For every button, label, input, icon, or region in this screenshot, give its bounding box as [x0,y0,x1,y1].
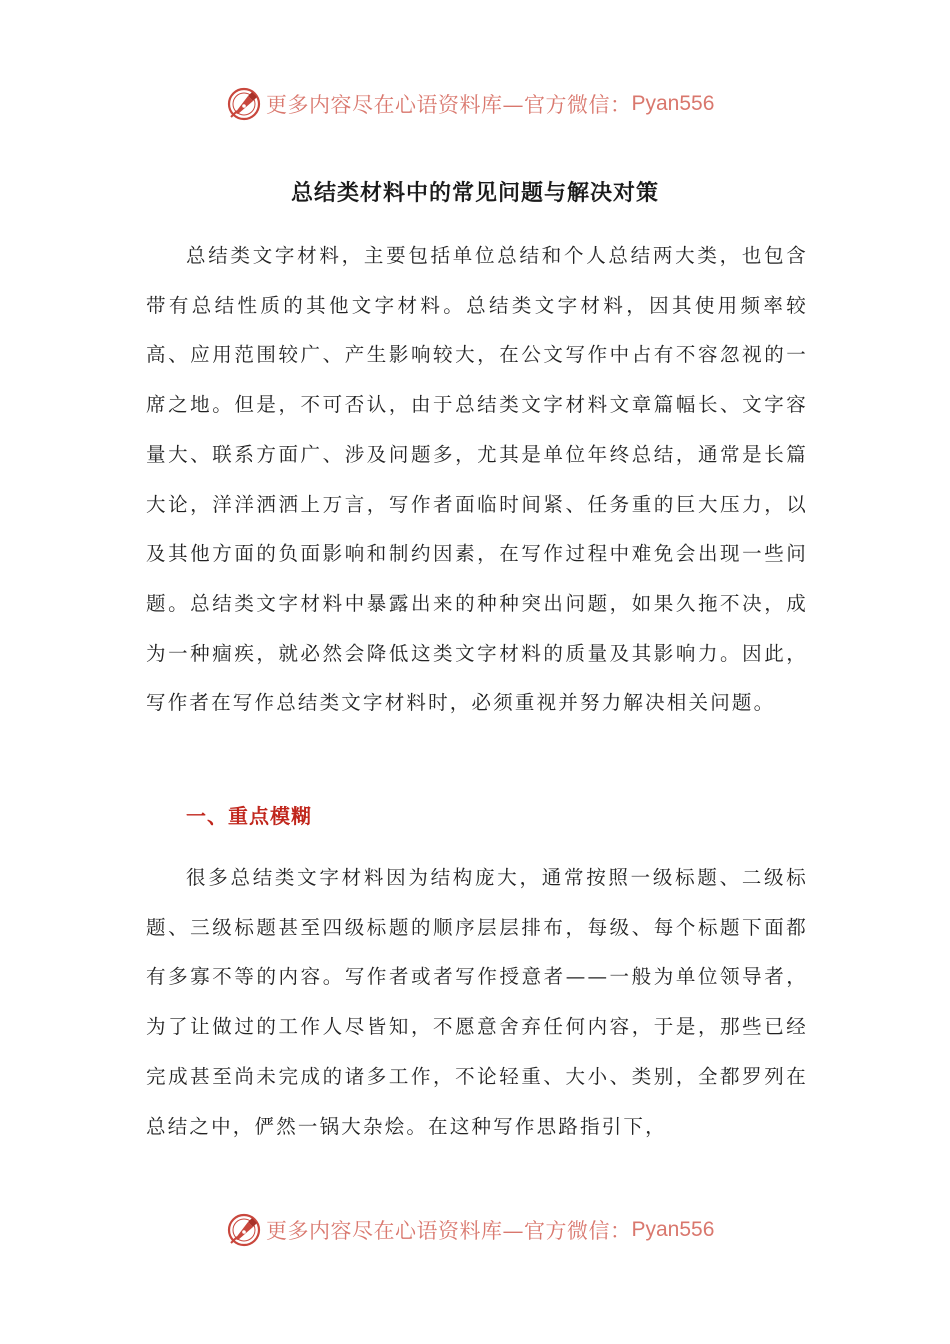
pen-nib-circle-icon [226,1212,262,1248]
header-banner [226,84,714,124]
pen-nib-circle-icon [226,86,262,122]
body-paragraph-section-1: 很多总结类文字材料因为结构庞大，通常按照一级标题、二级标题、三级标题甚至四级标题的顺序层层排布，每级、每个标题下面都有多寡不等的内容。写作者或者写作授意者——一般为单位领导者，为了让做过的工作人尽皆知，不愿意舍弃任何内容，于是，那些已经完成甚至尚未完成的诸多工作，不论轻重、大小、类别，全都罗列在总结之中，俨然一锅大杂烩。在这种写作思路指引下， [146,866,808,1138]
banner-wechat-id: Pyan556 [631,1218,715,1241]
banner-wechat-id: Pyan556 [631,92,715,115]
section-heading-1: 一、重点模糊 [186,804,312,828]
document-title: 总结类材料中的常见问题与解决对策 [290,180,659,206]
banner-text: 更多内容尽在心语资料库—官方微信： [266,1219,632,1243]
banner-text: 更多内容尽在心语资料库—官方微信： [266,93,632,117]
body-paragraph-intro: 总结类文字材料，主要包括单位总结和个人总结两大类，也包含带有总结性质的其他文字材料。总结类文字材料，因其使用频率较高、应用范围较广、产生影响较大，在公文写作中占有不容忽视的一席之地。但是，不可否认，由于总结类文字材料文章篇幅长、文字容量大、联系方面广、涉及问题多，尤其是单位年终总结，通常是长篇大论，洋洋洒洒上万言，写作者面临时间紧、任务重的巨大压力，以及其他方面的负面影响和制约因素，在写作过程中难免会出现一些问题。总结类文字材料中暴露出来的种种突出问题，如果久拖不决，成为一种痼疾，就必然会降低这类文字材料的质量及其影响力。因此，写作者在写作总结类文字材料时，必须重视并努力解决相关问题。 [146,244,808,715]
footer-banner [226,1210,714,1250]
